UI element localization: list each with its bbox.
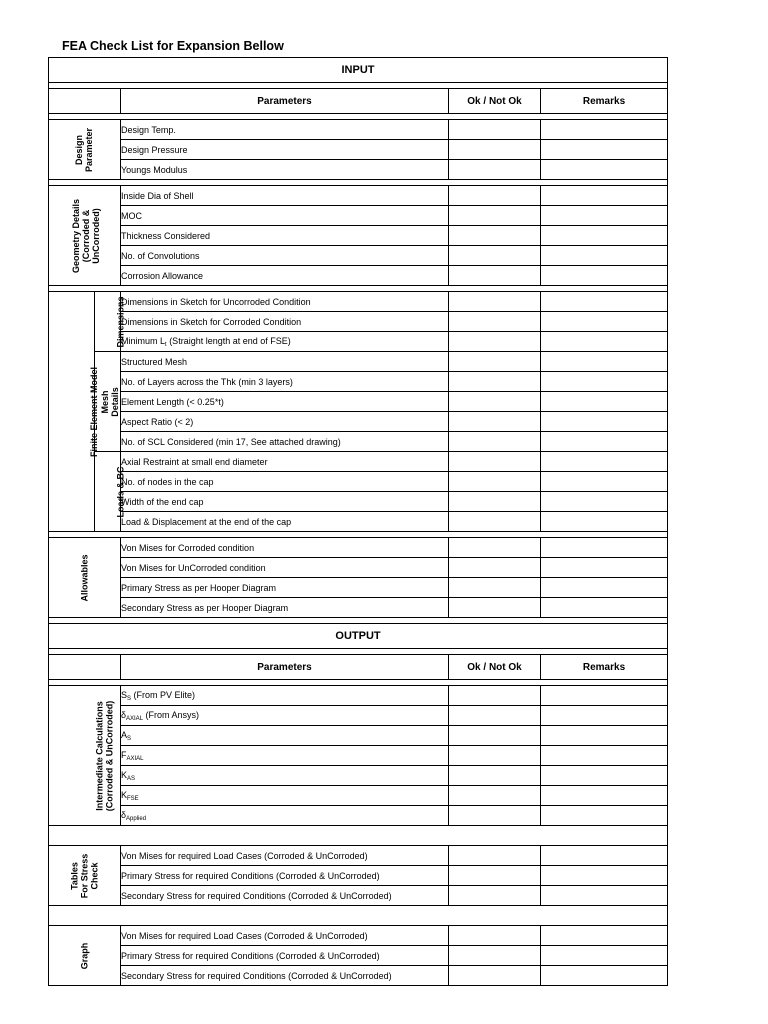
parameter-text: Dimensions in Sketch for Uncorroded Condition	[121, 296, 311, 307]
allowables-label-text: Allowables	[79, 553, 90, 602]
remarks-cell[interactable]	[541, 966, 668, 986]
parameter-text: No. of Layers across the Thk (min 3 layers)	[121, 376, 293, 387]
parameter-text: Inside Dia of Shell	[121, 190, 194, 201]
checklist-row	[49, 846, 668, 866]
remarks-cell[interactable]	[541, 766, 668, 786]
finite-element-model-label-text: Finite Element Model	[89, 366, 100, 457]
checklist-body	[49, 58, 668, 986]
input-header-row	[49, 89, 668, 114]
design-parameter-label	[49, 120, 121, 180]
remarks-cell[interactable]	[541, 452, 668, 472]
parameter-symbol-sub: AXIAL	[126, 755, 144, 762]
checklist-row	[49, 746, 668, 766]
ok-not-ok-cell[interactable]	[449, 472, 541, 492]
remarks-cell[interactable]	[541, 926, 668, 946]
parameter-cell	[121, 578, 449, 598]
remarks-cell[interactable]	[541, 206, 668, 226]
checklist-row	[49, 140, 668, 160]
parameter-cell	[121, 946, 449, 966]
remarks-cell[interactable]	[541, 538, 668, 558]
checklist-row	[49, 886, 668, 906]
design-parameter-label-text: Design Parameter	[74, 127, 95, 172]
input-title-row	[49, 58, 668, 83]
parameter-text: Primary Stress for required Conditions (Corroded & UnCorroded)	[121, 950, 380, 961]
parameter-cell	[121, 726, 449, 746]
parameter-text: Thickness Considered	[121, 230, 211, 241]
output-title-row	[49, 624, 668, 649]
ok-not-ok-cell[interactable]	[449, 186, 541, 206]
remarks-cell[interactable]	[541, 512, 668, 532]
graph-label-text: Graph	[79, 942, 90, 969]
parameter-cell	[121, 472, 449, 492]
parameter-cell	[121, 766, 449, 786]
parameter-text: Structured Mesh	[121, 356, 188, 367]
remarks-cell[interactable]	[541, 392, 668, 412]
ok-not-ok-cell[interactable]	[449, 538, 541, 558]
ok-not-ok-cell[interactable]	[449, 746, 541, 766]
checklist-row	[49, 558, 668, 578]
checklist-row	[49, 786, 668, 806]
remarks-cell[interactable]	[541, 226, 668, 246]
loads-bc-label-text: Loads & BC	[115, 465, 126, 518]
ok-not-ok-cell[interactable]	[449, 492, 541, 512]
remarks-cell[interactable]	[541, 160, 668, 180]
intermediate-calculations-label-text: Intermediate Calculations (Corroded & UnCorroded)	[94, 700, 115, 811]
dimensions-label	[95, 292, 126, 352]
parameter-symbol-sub: AXIAL	[126, 715, 144, 722]
parameter-cell	[121, 246, 449, 266]
checklist-row	[49, 226, 668, 246]
checklist-table	[48, 57, 667, 986]
parameter-cell	[121, 886, 449, 906]
ok-not-ok-cell[interactable]	[449, 372, 541, 392]
parameter-cell	[121, 706, 449, 726]
ok-not-ok-cell[interactable]	[449, 206, 541, 226]
ok-not-ok-cell[interactable]	[449, 926, 541, 946]
parameter-cell	[121, 432, 449, 452]
parameter-text: Secondary Stress for required Conditions (Corroded & UnCorroded)	[121, 970, 392, 981]
checklist-row	[49, 292, 668, 312]
ok-not-ok-cell[interactable]	[449, 432, 541, 452]
parameter-text: Von Mises for required Load Cases (Corroded & UnCorroded)	[121, 930, 368, 941]
checklist-row	[49, 120, 668, 140]
checklist-row	[49, 332, 668, 352]
checklist-row	[49, 312, 668, 332]
checklist-row	[49, 206, 668, 226]
parameter-text: Von Mises for UnCorroded condition	[121, 562, 266, 573]
ok-not-ok-cell[interactable]	[449, 558, 541, 578]
parameter-cell	[121, 538, 449, 558]
tables-stress-check-label	[49, 846, 121, 906]
parameter-text: Axial Restraint at small end diameter	[121, 456, 268, 467]
ok-not-ok-cell[interactable]	[449, 120, 541, 140]
gap-row-cell	[49, 826, 668, 846]
checklist-row	[49, 266, 668, 286]
remarks-cell[interactable]	[541, 120, 668, 140]
remarks-cell[interactable]	[541, 866, 668, 886]
ok-not-ok-cell[interactable]	[449, 312, 541, 332]
remarks-cell[interactable]	[541, 312, 668, 332]
parameter-text: Primary Stress for required Conditions (Corroded & UnCorroded)	[121, 870, 380, 881]
parameter-symbol-main: K	[121, 769, 128, 780]
checklist-row	[49, 538, 668, 558]
checklist-row	[49, 686, 668, 706]
remarks-cell[interactable]	[541, 706, 668, 726]
parameter-cell	[121, 598, 449, 618]
geometry-details-label-text: Geometry Details (Corroded & UnCorroded)	[71, 198, 102, 273]
remarks-cell[interactable]	[541, 140, 668, 160]
checklist-row	[49, 512, 668, 532]
parameter-cell	[121, 746, 449, 766]
remarks-cell[interactable]	[541, 412, 668, 432]
remarks-cell[interactable]	[541, 886, 668, 906]
ok-not-ok-cell[interactable]	[449, 686, 541, 706]
checklist-row	[49, 598, 668, 618]
parameter-text: Dimensions in Sketch for Corroded Condition	[121, 316, 302, 327]
remarks-cell[interactable]	[541, 806, 668, 826]
remarks-cell[interactable]	[541, 186, 668, 206]
checklist-row	[49, 492, 668, 512]
ok-not-ok-cell[interactable]	[449, 352, 541, 372]
parameter-symbol-sub: AS	[127, 775, 136, 782]
parameter-text: Von Mises for required Load Cases (Corroded & UnCorroded)	[121, 850, 368, 861]
parameter-cell	[121, 186, 449, 206]
ok-not-ok-cell[interactable]	[449, 598, 541, 618]
checklist-row	[49, 412, 668, 432]
ok-not-ok-cell[interactable]	[449, 766, 541, 786]
checklist-row	[49, 352, 668, 372]
parameter-symbol-main: δ	[121, 709, 127, 720]
output-header-row	[49, 655, 668, 680]
ok-not-ok-cell[interactable]	[449, 512, 541, 532]
parameter-text: Corrosion Allowance	[121, 270, 204, 281]
parameter-cell	[121, 266, 449, 286]
ok-not-ok-cell[interactable]	[449, 726, 541, 746]
remarks-cell[interactable]	[541, 846, 668, 866]
ok-not-ok-cell[interactable]	[449, 886, 541, 906]
ok-not-ok-cell[interactable]	[449, 806, 541, 826]
remarks-cell[interactable]	[541, 578, 668, 598]
parameter-cell	[121, 452, 449, 472]
ok-not-ok-cell[interactable]	[449, 292, 541, 312]
parameter-cell	[121, 786, 449, 806]
ok-not-ok-cell[interactable]	[449, 332, 541, 352]
checklist-row	[49, 966, 668, 986]
parameter-text: Width of the end cap	[121, 496, 204, 507]
parameter-cell	[121, 512, 449, 532]
parameter-cell	[121, 332, 449, 352]
remarks-cell[interactable]	[541, 246, 668, 266]
parameter-cell	[121, 292, 449, 312]
section-title: INPUT	[49, 58, 668, 83]
parameter-cell	[121, 372, 449, 392]
parameter-symbol-suffix: (Straight length at end of FSE)	[166, 335, 291, 346]
ok-not-ok-cell[interactable]	[449, 452, 541, 472]
remarks-cell[interactable]	[541, 786, 668, 806]
header-remarks: Remarks	[541, 89, 668, 114]
header-blank	[49, 655, 121, 680]
parameter-text: Secondary Stress as per Hooper Diagram	[121, 602, 289, 613]
ok-not-ok-cell[interactable]	[449, 706, 541, 726]
parameter-text: Design Temp.	[121, 124, 176, 135]
parameter-symbol-suffix: (From Ansys)	[143, 709, 200, 720]
parameter-cell	[121, 866, 449, 886]
checklist-row	[49, 452, 668, 472]
checklist-row	[49, 866, 668, 886]
checklist-row	[49, 578, 668, 598]
parameter-cell	[121, 226, 449, 246]
parameter-text: No. of Convolutions	[121, 250, 200, 261]
ok-not-ok-cell[interactable]	[449, 266, 541, 286]
checklist-row	[49, 246, 668, 266]
parameter-cell	[121, 926, 449, 946]
checklist-row	[49, 432, 668, 452]
remarks-cell[interactable]	[541, 332, 668, 352]
gap-row-cell	[49, 906, 668, 926]
parameter-cell	[121, 120, 449, 140]
checklist-row	[49, 806, 668, 826]
parameter-text: No. of SCL Considered (min 17, See attached drawing)	[121, 436, 341, 447]
parameter-text: Youngs Modulus	[121, 164, 188, 175]
loads-bc-label	[95, 452, 126, 532]
parameter-text: Aspect Ratio (< 2)	[121, 416, 194, 427]
remarks-cell[interactable]	[541, 598, 668, 618]
remarks-cell[interactable]	[541, 492, 668, 512]
remarks-cell[interactable]	[541, 472, 668, 492]
parameter-cell	[121, 312, 449, 332]
checklist-row	[49, 392, 668, 412]
header-parameters: Parameters	[121, 89, 449, 114]
ok-not-ok-cell[interactable]	[449, 412, 541, 432]
parameter-cell	[121, 558, 449, 578]
header-status: Ok / Not Ok	[449, 655, 541, 680]
parameter-cell	[121, 492, 449, 512]
ok-not-ok-cell[interactable]	[449, 946, 541, 966]
checklist-row	[49, 926, 668, 946]
parameter-cell	[121, 412, 449, 432]
parameter-text: Element Length (< 0.25*t)	[121, 396, 224, 407]
parameter-symbol-sub: FSE	[127, 795, 139, 802]
geometry-details-label	[49, 186, 121, 286]
graph-label	[49, 926, 121, 986]
parameter-symbol-prefix: Minimum L	[121, 335, 166, 346]
parameter-symbol-main: F	[121, 749, 127, 760]
parameter-text: Primary Stress as per Hooper Diagram	[121, 582, 277, 593]
header-status: Ok / Not Ok	[449, 89, 541, 114]
parameter-text: Load & Displacement at the end of the cap	[121, 516, 292, 527]
tables-stress-check-label-text: Tables For Stress Check	[69, 853, 100, 898]
parameter-cell	[121, 846, 449, 866]
allowables-label	[49, 538, 121, 618]
checklist-row	[49, 372, 668, 392]
checklist-grid	[48, 57, 668, 986]
parameter-cell	[121, 140, 449, 160]
remarks-cell[interactable]	[541, 292, 668, 312]
parameter-text: Design Pressure	[121, 144, 188, 155]
ok-not-ok-cell[interactable]	[449, 866, 541, 886]
parameter-text: MOC	[121, 210, 142, 221]
parameter-cell	[121, 352, 449, 372]
header-blank	[49, 89, 121, 114]
parameter-symbol-sub: S	[127, 695, 132, 702]
remarks-cell[interactable]	[541, 726, 668, 746]
remarks-cell[interactable]	[541, 372, 668, 392]
intermediate-calculations-label	[49, 686, 121, 826]
parameter-symbol-sub: S	[127, 735, 132, 742]
parameter-symbol-main: S	[121, 689, 128, 700]
parameter-symbol-main: δ	[121, 809, 127, 820]
parameter-symbol-sub: t	[165, 341, 167, 348]
parameter-symbol-sub: Applied	[126, 815, 147, 822]
remarks-cell[interactable]	[541, 352, 668, 372]
gap-row	[49, 906, 668, 926]
parameter-symbol-main: K	[121, 789, 128, 800]
parameter-text: Von Mises for Corroded condition	[121, 542, 255, 553]
checklist-row	[49, 706, 668, 726]
checklist-row	[49, 186, 668, 206]
remarks-cell[interactable]	[541, 746, 668, 766]
ok-not-ok-cell[interactable]	[449, 140, 541, 160]
parameter-cell	[121, 160, 449, 180]
ok-not-ok-cell[interactable]	[449, 246, 541, 266]
remarks-cell[interactable]	[541, 558, 668, 578]
checklist-row	[49, 946, 668, 966]
ok-not-ok-cell[interactable]	[449, 786, 541, 806]
parameter-text: No. of nodes in the cap	[121, 476, 214, 487]
remarks-cell[interactable]	[541, 432, 668, 452]
ok-not-ok-cell[interactable]	[449, 578, 541, 598]
mesh-details-label-text: Mesh Details	[99, 386, 120, 417]
parameter-text: Secondary Stress for required Conditions (Corroded & UnCorroded)	[121, 890, 392, 901]
ok-not-ok-cell[interactable]	[449, 966, 541, 986]
header-remarks: Remarks	[541, 655, 668, 680]
document-title: FEA Check List for Expansion Bellow	[62, 39, 284, 53]
gap-row	[49, 826, 668, 846]
ok-not-ok-cell[interactable]	[449, 226, 541, 246]
parameter-cell	[121, 966, 449, 986]
ok-not-ok-cell[interactable]	[449, 846, 541, 866]
parameter-cell	[121, 806, 449, 826]
remarks-cell[interactable]	[541, 266, 668, 286]
header-parameters: Parameters	[121, 655, 449, 680]
checklist-row	[49, 766, 668, 786]
checklist-row	[49, 472, 668, 492]
ok-not-ok-cell[interactable]	[449, 392, 541, 412]
checklist-row	[49, 160, 668, 180]
parameter-cell	[121, 686, 449, 706]
parameter-symbol-main: A	[121, 729, 128, 740]
ok-not-ok-cell[interactable]	[449, 160, 541, 180]
dimensions-label-text: Dimensions	[115, 295, 126, 348]
parameter-cell	[121, 206, 449, 226]
parameter-symbol-suffix: (From PV Elite)	[131, 689, 196, 700]
checklist-row	[49, 726, 668, 746]
remarks-cell[interactable]	[541, 686, 668, 706]
section-title: OUTPUT	[49, 624, 668, 649]
finite-element-model-label	[49, 292, 100, 532]
parameter-cell	[121, 392, 449, 412]
remarks-cell[interactable]	[541, 946, 668, 966]
